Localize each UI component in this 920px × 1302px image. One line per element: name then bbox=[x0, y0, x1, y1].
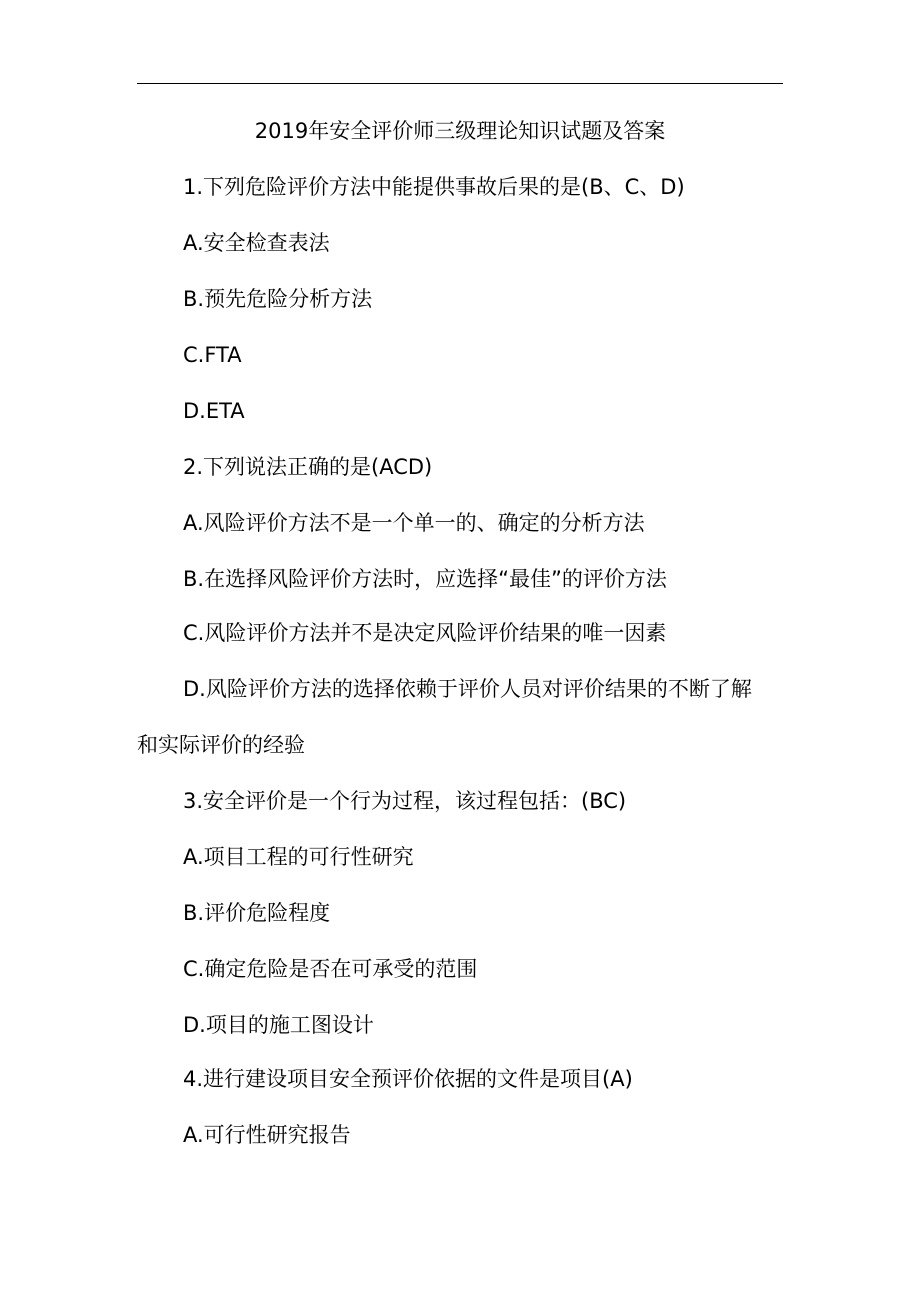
document-title: 2019年安全评价师三级理论知识试题及答案 bbox=[254, 119, 666, 143]
question-4-option-a: A.可行性研究报告 bbox=[183, 1123, 351, 1147]
question-2-option-c: C.风险评价方法并不是决定风险评价结果的唯一因素 bbox=[183, 621, 667, 645]
question-3-option-b: B.评价危险程度 bbox=[183, 901, 331, 925]
question-1-option-c: C.FTA bbox=[183, 343, 242, 367]
question-2-option-b: B.在选择风险评价方法时，应选择“最佳”的评价方法 bbox=[183, 567, 667, 591]
question-2-option-d: D.风险评价方法的选择依赖于评价人员对评价结果的不断了解 bbox=[183, 677, 752, 701]
question-1-option-a: A.安全检查表法 bbox=[183, 231, 330, 255]
question-2-option-d-continued: 和实际评价的经验 bbox=[137, 733, 305, 757]
question-3-option-a: A.项目工程的可行性研究 bbox=[183, 845, 414, 869]
question-3: 3.安全评价是一个行为过程，该过程包括：(BC) bbox=[183, 789, 627, 813]
question-1: 1.下列危险评价方法中能提供事故后果的是(B、C、D) bbox=[183, 175, 685, 199]
question-3-option-c: C.确定危险是否在可承受的范围 bbox=[183, 957, 478, 981]
question-2: 2.下列说法正确的是(ACD) bbox=[183, 455, 433, 479]
question-1-option-b: B.预先危险分析方法 bbox=[183, 287, 373, 311]
header-rule bbox=[137, 83, 783, 84]
question-1-option-d: D.ETA bbox=[183, 399, 245, 423]
question-2-option-a: A.风险评价方法不是一个单一的、确定的分析方法 bbox=[183, 511, 645, 535]
question-3-option-d: D.项目的施工图设计 bbox=[183, 1013, 374, 1037]
question-4: 4.进行建设项目安全预评价依据的文件是项目(A) bbox=[183, 1067, 633, 1091]
